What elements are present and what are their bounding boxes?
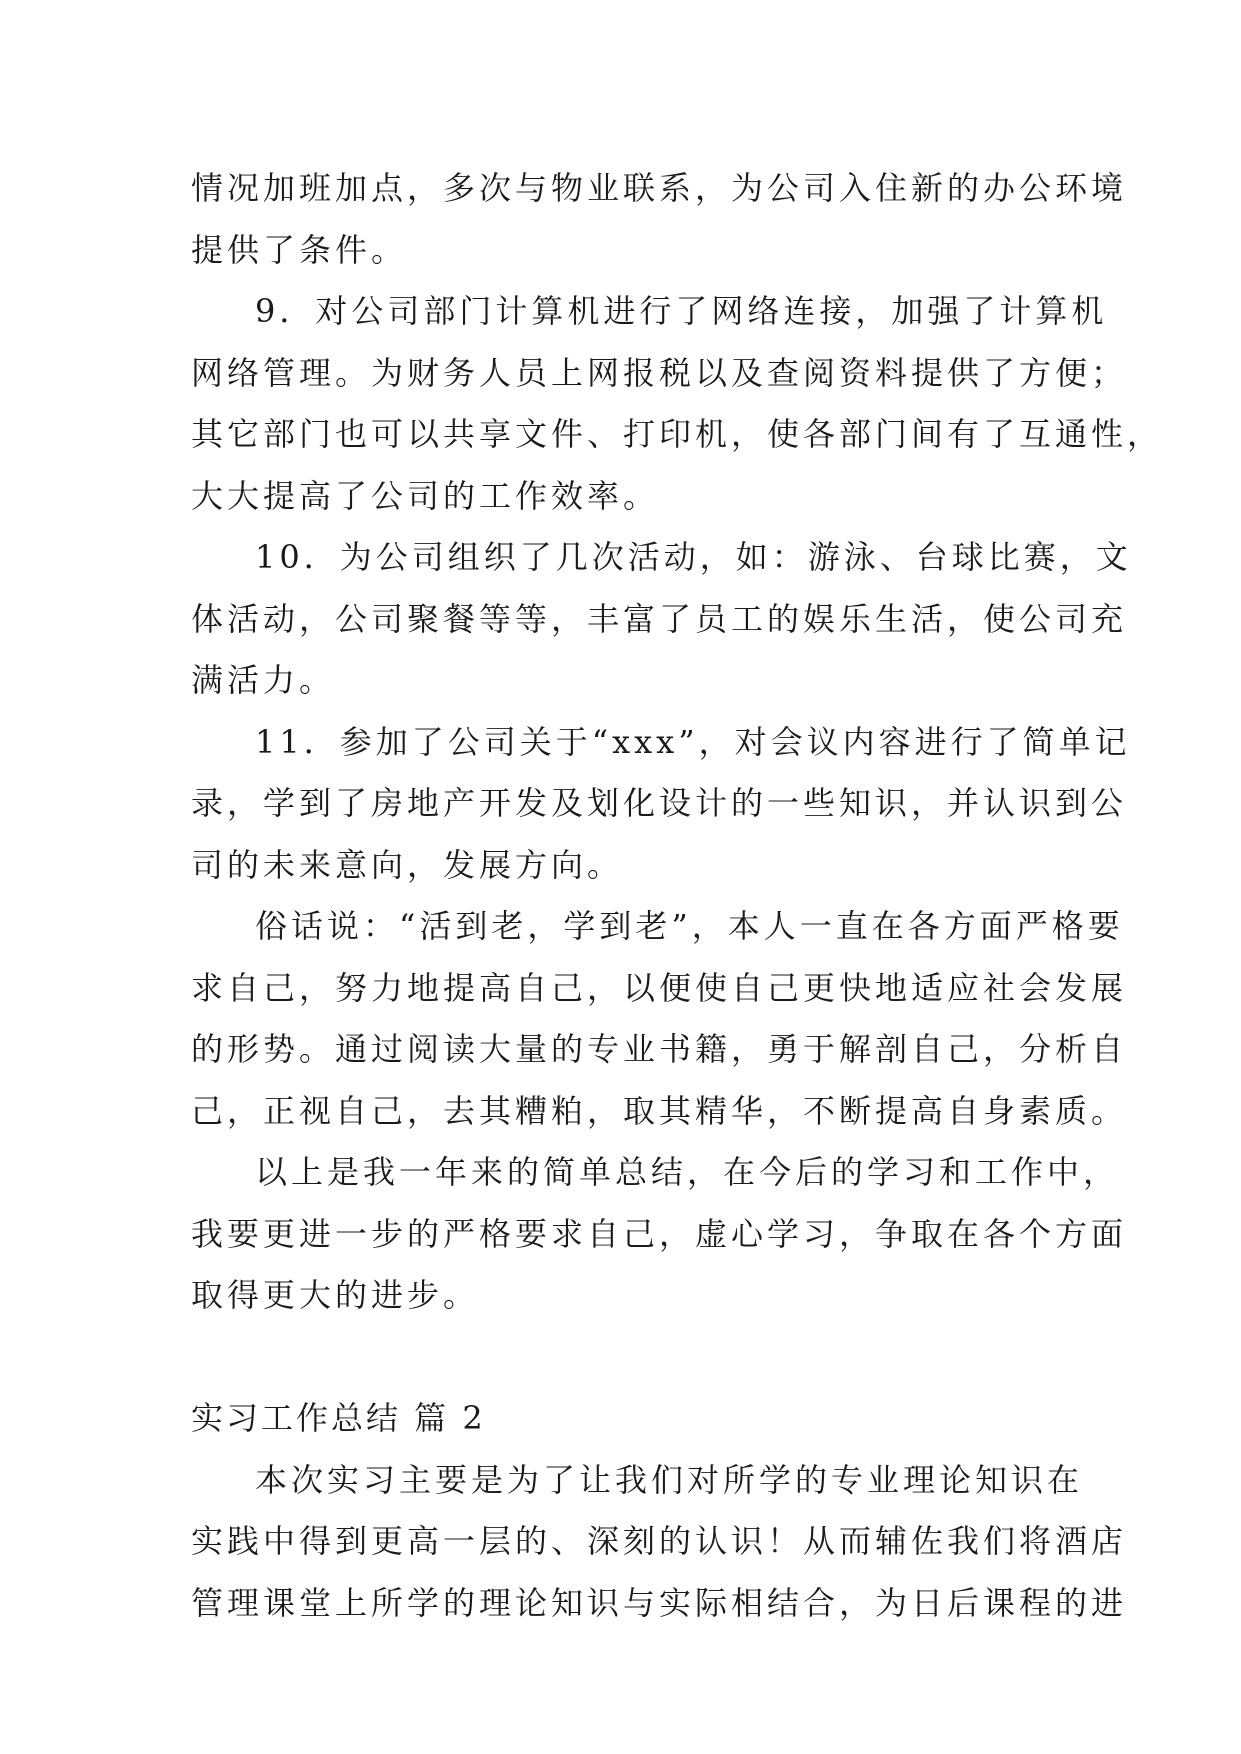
paragraph-summary [191,1142,1128,1327]
section-spacer [191,1327,1051,1389]
paragraph-proverb [191,896,1128,1142]
text-line: 司的未来意向，发展方向。 [191,845,624,884]
paragraph-item-11 [191,712,1131,897]
text-line: 我要更进一步的严格要求自己，虚心学习，争取在各个方面 [191,1214,1128,1253]
text-line: 9．对公司部门计算机进行了网络连接，加强了计算机 [255,292,1108,330]
text-line: 其它部门也可以共享文件、打印机，使各部门间有了互通性， [191,415,1164,453]
paragraph-continued [191,158,1128,281]
text-line: 体活动，公司聚餐等等，丰富了员工的娱乐生活，使公司充 [191,599,1128,638]
text-line: 求自己，努力地提高自己，以便使自己更快地适应社会发展 [191,968,1128,1007]
text-line: 网络管理。为财务人员上网报税以及查阅资料提供了方便； [191,353,1128,392]
text-line: 以上是我一年来的简单总结，在今后的学习和工作中， [255,1153,1120,1191]
text-line: 本次实习主要是为了让我们对所学的专业理论知识在 [255,1460,1084,1499]
text-line: 10．为公司组织了几次活动，如：游泳、台球比赛，文 [255,538,1132,576]
section-heading: 实习工作总结 篇 2 [191,1399,486,1437]
text-line: 俗话说：“活到老，学到老”，本人一直在各方面严格要 [255,907,1124,945]
text-line: 提供了条件。 [191,230,408,269]
text-line: 己，正视自己，去其糟粕，取其精华，不断提高自身素质。 [191,1091,1128,1130]
text-line: 录，学到了房地产开发及划化设计的一些知识，并认识到公 [191,784,1128,822]
text-line: 满活力。 [191,661,336,699]
text-line: 情况加班加点，多次与物业联系，为公司入住新的办公环境 [191,169,1128,207]
text-line: 管理课堂上所学的理论知识与实际相结合，为日后课程的进 [191,1583,1128,1622]
section-2 [191,1388,1128,1634]
text-line: 11．参加了公司关于“xxx”，对会议内容进行了简单记 [255,722,1131,761]
document-body [191,158,1164,1634]
text-line: 实践中得到更高一层的、深刻的认识！从而辅佐我们将酒店 [191,1522,1128,1560]
paragraph-item-9 [191,281,1164,527]
paragraph-item-10 [191,527,1132,712]
text-line: 的形势。通过阅读大量的专业书籍，勇于解剖自己，分析自 [191,1030,1128,1068]
text-line: 取得更大的进步。 [191,1276,480,1314]
text-line: 大大提高了公司的工作效率。 [191,476,660,515]
